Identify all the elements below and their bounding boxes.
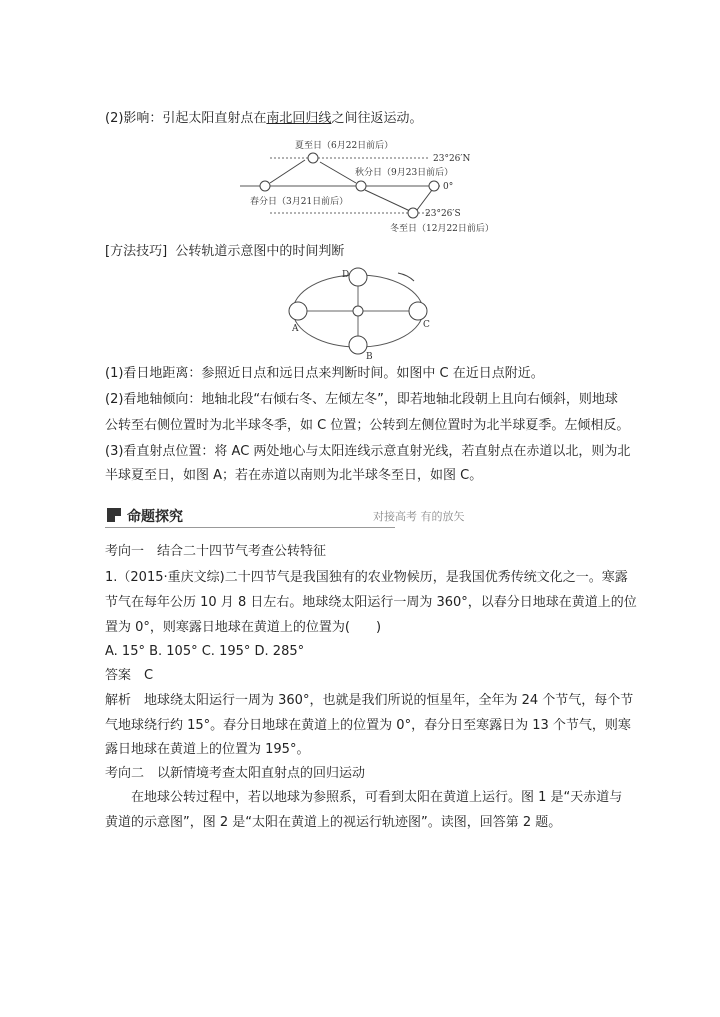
label-c: C — [423, 320, 430, 330]
impact-line — [105, 111, 422, 127]
method-heading — [105, 244, 344, 260]
text: (2)影响：引起太阳直射点在 — [105, 111, 267, 126]
solar-point-migration-diagram — [230, 138, 510, 238]
label-b: B — [366, 352, 373, 362]
topic-heading: 考向二 以新情境考查太阳直射点的回归运动 — [105, 766, 366, 781]
winter-solstice-label: 冬至日（12月22日前后） — [390, 224, 494, 234]
question-line: 节气在每年公历 10 月 8 日左右。地球绕太阳运行一周为 360°，以春分日地球在黄道上的位 — [105, 595, 637, 610]
direction-arrow — [398, 273, 414, 281]
answer-line: 答案 C — [105, 668, 154, 683]
paragraph-line: 在地球公转过程中，若以地球为参照系，可看到太阳在黄道上运行。图 1 是“天赤道与 — [105, 790, 623, 805]
question-line: 1.（2015·重庆文综)二十四节气是我国独有的农业物候历，是我国优秀传统文化之一。寒露 — [105, 570, 628, 585]
topic-heading: 考向一 结合二十四节气考查公转特征 — [105, 544, 327, 559]
tip-line: 半球夏至日，如图 A；若在赤道以南则为北半球冬至日，如图 C。 — [105, 468, 483, 483]
summer-solstice-label: 夏至日（6月22日前后） — [295, 141, 394, 151]
autumn-equinox-label: 秋分日（9月23日前后） — [355, 168, 454, 178]
section-title: 命题探究 — [127, 509, 183, 525]
equator-label: 0° — [443, 182, 454, 192]
analysis-line: 解析 地球绕太阳运行一周为 360°，也就是我们所说的恒星年，全年为 24 个节气，每个节 — [105, 693, 634, 708]
tip-line: (3)看直射点位置：将 AC 两处地心与太阳连线示意直射光线，若直射点在赤道以北，则为北 — [105, 444, 631, 459]
paragraph-line: 黄道的示意图”，图 2 是“太阳在黄道上的视运行轨迹图”。读图，回答第 2 题。 — [105, 815, 562, 830]
tip-line: 公转至右侧位置时为北半球冬季，如 C 位置；公转到左侧位置时为北半球夏季。左倾相反。 — [105, 418, 630, 433]
spring-equinox-label: 春分日（3月21日前后） — [250, 197, 349, 207]
section-subtitle: 对接高考 有的放矢 — [373, 510, 465, 523]
tip-line: (1)看日地距离：参照近日点和远日点来判断时间。如图中 C 在近日点附近。 — [105, 366, 544, 381]
section-header — [105, 505, 465, 528]
label-a: A — [292, 324, 299, 334]
answer-options: A. 15° B. 105° C. 195° D. 285° — [105, 644, 305, 659]
north-tropic-label: 23°26′N — [433, 154, 471, 164]
orbit-diagram — [280, 265, 440, 362]
south-tropic-label: 23°26′S — [425, 209, 461, 219]
method-title: 公转轨道示意图中的时间判断 — [175, 244, 345, 259]
method-label: [方法技巧] — [105, 244, 168, 259]
sun-icon — [353, 306, 363, 316]
text: 之间往返运动。 — [331, 111, 423, 126]
analysis-line: 露日地球在黄道上的位置为 195°。 — [105, 742, 310, 757]
underlined-term: 南北回归线 — [266, 111, 332, 126]
label-d: D — [342, 270, 350, 280]
analysis-line: 气地球绕行约 15°。春分日地球在黄道上的位置为 0°，春分日至寒露日为 13 个节气，则寒 — [105, 718, 631, 733]
question-line: 置为 0°，则寒露日地球在黄道上的位置为( ) — [105, 620, 382, 635]
header-square-icon — [107, 508, 121, 522]
tip-line: (2)看地轴倾向：地轴北段“右倾右冬、左倾左冬”，即若地轴北段朝上且向右倾斜，则地球 — [105, 392, 618, 407]
